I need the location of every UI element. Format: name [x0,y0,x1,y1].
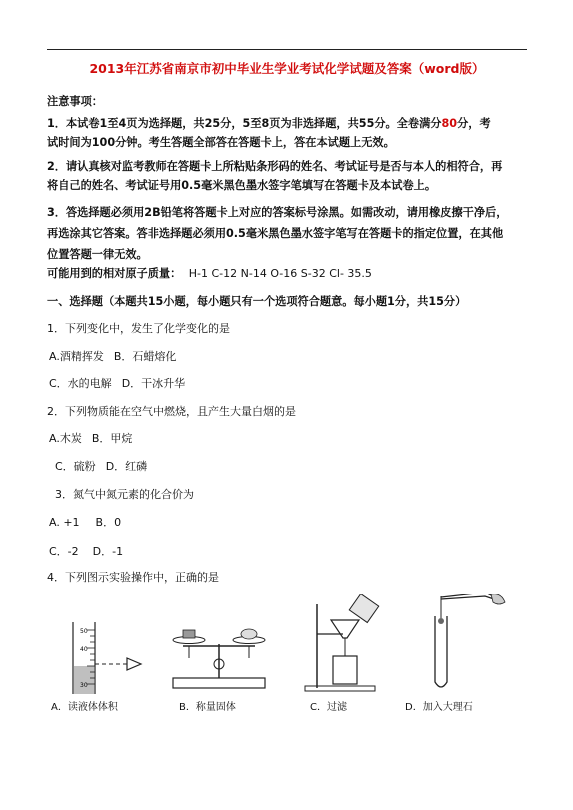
header-rule [47,49,527,50]
question-3-option-a: A. +1 [49,516,80,529]
question-2-option-b: B．甲烷 [91,432,133,445]
weight-icon [183,630,195,638]
question-3-options-ab [49,515,131,531]
figure-b-balance [165,594,275,694]
question-3-option-b: B．0 [95,516,122,529]
figure-a-cylinder [55,594,165,694]
scale-label-50: 50 [80,628,88,635]
scale-label-30: 30 [80,682,88,689]
notice-item-1-text-b: 分，考 [457,117,491,130]
test-tube-icon [435,616,447,687]
question-1-option-b: B．石蜡熔化 [113,350,177,363]
question-2-stem: 2．下列物质能在空气中燃烧，且产生大量白烟的是 [47,405,296,418]
notice-item-3-cont1: 再选涂其它答案。答非选择题必须用0.5毫米黑色墨水签字笔写在答题卡的指定位置，在其他 [47,227,504,240]
pouring-beaker-icon [349,594,378,623]
question-2-option-a: A.木炭 [49,432,82,445]
question-1-option-d: D．干冰升华 [121,377,186,390]
question-3-option-d: D．-1 [92,545,124,558]
notice-item-2-cont: 将自己的姓名、考试证号用0.5毫米黑色墨水签字笔填写在答题卡及本试卷上。 [47,179,437,192]
question-1-options-ab [49,349,186,365]
question-1-option-c: C．水的电解 [49,377,112,390]
notice-heading: 注意事项： [47,95,103,108]
question-2-options-cd [55,459,157,475]
question-1-option-a: A.酒精挥发 [49,350,104,363]
beaker-icon [333,656,357,684]
notice-item-1 [47,116,537,132]
figure-b-caption: B．称量固体 [179,702,236,713]
question-1-options-cd [49,376,195,392]
question-4-stem: 4．下列图示实验操作中，正确的是 [47,571,219,584]
atomic-mass-values: H-1 C-12 N-14 O-16 S-32 Cl- 35.5 [188,267,372,280]
page-title: 2013年江苏省南京市初中毕业生学业考试化学试题及答案（word版） [89,61,485,76]
question-2-option-c: C．硫粉 [55,460,96,473]
solid-sample [241,629,257,639]
notice-item-1-cont: 试时间为100分钟。考生答题全部答在答题卡上，答在本试题上无效。 [47,136,395,149]
question-3-stem: 3．氮气中氮元素的化合价为 [55,488,194,501]
funnel-icon [331,620,359,638]
question-2-options-ab [49,431,142,447]
question-3-options-cd [49,544,133,560]
notice-item-2: 2．请认真核对监考教师在答题卡上所粘贴条形码的姓名、考试证号是否与本人的相符合，再 [47,160,503,173]
figure-d-test-tube [405,594,525,694]
hand-icon [491,594,505,604]
question-1-stem: 1．下列变化中，发生了化学变化的是 [47,322,230,335]
section-1-heading: 一、选择题（本题共15小题，每小题只有一个选项符合题意。每小题1分，共15分） [47,295,467,308]
question-4-figures [47,594,547,719]
figure-c-caption: C．过滤 [310,702,347,713]
marble-piece [438,618,444,624]
atomic-mass-line [47,266,537,282]
question-2-option-d: D．红磷 [105,460,148,473]
scale-label-40: 40 [80,646,88,653]
question-3-option-c: C．-2 [49,545,79,558]
notice-item-1-text-a: 1．本试卷1至4页为选择题，共25分，5至8页为非选择题，共55分。全卷满分 [47,117,442,130]
notice-item-3: 3．答选择题必须用2B铅笔将答题卡上对应的答案标号涂黑。如需改动，请用橡皮擦干净后， [47,206,508,219]
notice-item-3-cont2: 位置答题一律无效。 [47,248,148,261]
figure-a-caption: A．读液体体积 [51,702,118,713]
eye-icon [127,658,141,670]
figure-c-filtration [295,594,395,694]
figure-d-caption: D．加入大理石 [405,702,473,713]
total-score: 80 [441,117,458,130]
atomic-mass-label: 可能用到的相对原子质量： [47,267,182,280]
